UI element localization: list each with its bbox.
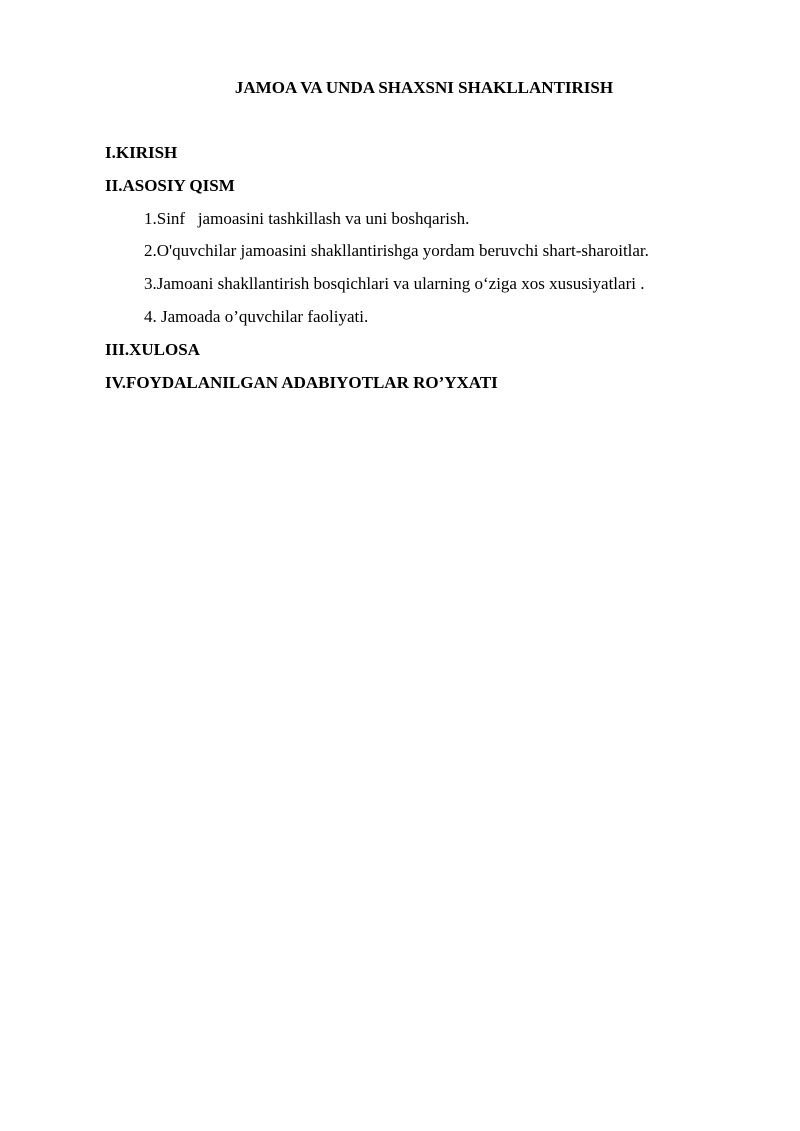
toc-section-introduction: I.KIRISH (105, 143, 178, 162)
toc-subitem: 1.Sinf jamoasini tashkillash va uni boshqarish. (144, 208, 470, 228)
toc-section-main-part: II.ASOSIY QISM (105, 175, 235, 195)
toc-subitem: 4. Jamoada o’quvchilar faoliyati. (144, 306, 369, 326)
toc-subitem: 3.Jamoani shakllantirish bosqichlari va ularning o‘ziga xos xususiyatlari . (144, 274, 645, 294)
table-of-contents (105, 142, 765, 404)
toc-section-conclusion: III.XULOSA (105, 339, 200, 359)
document-title: JAMOA VA UNDA SHAXSNI SHAKLLANTIRISH (234, 78, 614, 97)
toc-section-references: IV.FOYDALANILGAN ADABIYOTLAR RO’YXATI (105, 372, 498, 392)
toc-subitem: 2.O'quvchilar jamoasini shakllantirishga yordam beruvchi shart-sharoitlar. (144, 241, 649, 261)
